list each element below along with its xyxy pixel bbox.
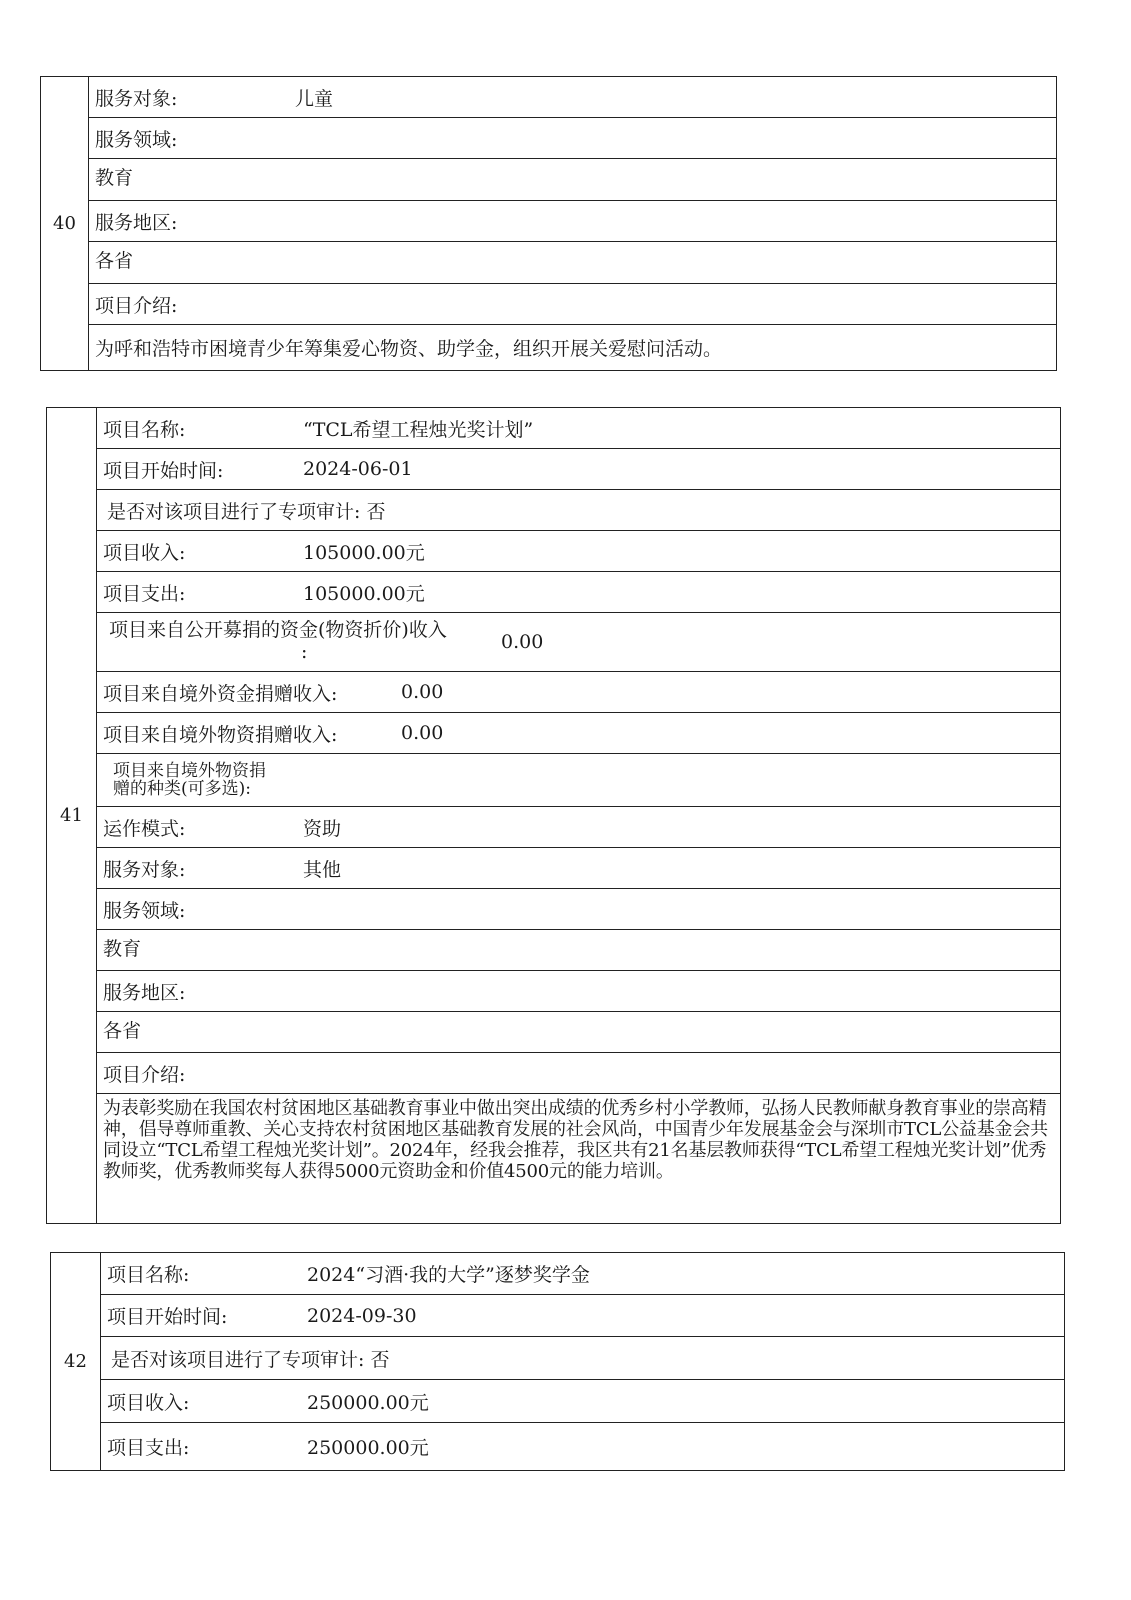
mode-value: 资助 — [303, 817, 342, 840]
project-rows — [101, 1253, 1064, 1470]
project-block-40 — [40, 76, 1057, 371]
project-rows — [89, 77, 1056, 370]
service-area-label-row — [89, 201, 1056, 242]
service-target-label: 服务对象: — [95, 87, 178, 110]
mode-row — [97, 807, 1060, 848]
project-number: 40 — [41, 77, 89, 370]
intro-text: 为呼和浩特市困境青少年筹集爱心物资、助学金，组织开展关爱慰问活动。 — [95, 337, 723, 360]
project-name-label: 项目名称: — [107, 1264, 190, 1286]
project-name-row — [101, 1253, 1064, 1295]
project-name-row — [97, 408, 1060, 449]
audit-row — [101, 1337, 1064, 1380]
service-target-value: 其他 — [303, 858, 342, 881]
income-row — [97, 531, 1060, 572]
service-area-label-row — [97, 971, 1060, 1012]
start-time-label: 项目开始时间: — [107, 1306, 228, 1328]
project-number: 41 — [47, 408, 97, 1223]
start-time-value: 2024-09-30 — [307, 1304, 417, 1327]
service-field-label: 服务领域: — [103, 899, 186, 922]
expense-value: 250000.00元 — [307, 1436, 429, 1459]
service-field-value-row — [89, 159, 1056, 201]
intro-text-row — [97, 1094, 1060, 1221]
project-name-label: 项目名称: — [103, 418, 186, 441]
overseas-goods-row — [97, 713, 1060, 754]
project-name-value: 2024“习酒·我的大学”逐梦奖学金 — [307, 1264, 590, 1286]
project-number: 42 — [51, 1253, 101, 1470]
start-time-label: 项目开始时间: — [103, 459, 224, 482]
intro-label: 项目介绍: — [95, 294, 178, 317]
service-area-value-row — [89, 242, 1056, 284]
service-field-label-row — [97, 889, 1060, 930]
overseas-goods-label: 项目来自境外物资捐赠收入: — [103, 723, 338, 746]
service-target-value: 儿童 — [295, 87, 334, 110]
expense-row — [101, 1423, 1064, 1469]
service-area-value: 各省 — [95, 250, 134, 272]
service-field-value: 教育 — [95, 167, 134, 189]
public-fund-row — [97, 613, 1060, 672]
project-rows — [97, 408, 1060, 1223]
income-row — [101, 1380, 1064, 1423]
expense-value: 105000.00元 — [303, 582, 425, 605]
service-area-value: 各省 — [103, 1020, 142, 1042]
expense-row — [97, 572, 1060, 613]
goods-type-label-line1: 项目来自境外物资捐 — [113, 761, 266, 781]
audit-text: 是否对该项目进行了专项审计: 否 — [107, 500, 386, 523]
project-name-value: “TCL希望工程烛光奖计划” — [303, 418, 534, 441]
goods-type-label-line2: 赠的种类(可多选): — [113, 779, 251, 799]
expense-label: 项目支出: — [107, 1436, 190, 1459]
public-fund-value: 0.00 — [501, 631, 544, 653]
income-label: 项目收入: — [103, 541, 186, 564]
public-fund-label-group — [109, 619, 501, 663]
overseas-goods-value: 0.00 — [401, 722, 444, 744]
start-time-row — [101, 1295, 1064, 1337]
project-block-42 — [50, 1252, 1065, 1471]
service-field-label-row — [89, 118, 1056, 159]
income-value: 105000.00元 — [303, 541, 425, 564]
public-fund-label: 项目来自公开募捐的资金(物资折价)收入 — [109, 619, 447, 641]
service-field-value-row — [97, 930, 1060, 971]
service-target-row — [97, 848, 1060, 889]
start-time-row — [97, 449, 1060, 490]
intro-label-row — [97, 1053, 1060, 1094]
service-area-value-row — [97, 1012, 1060, 1053]
audit-text: 是否对该项目进行了专项审计: 否 — [111, 1348, 390, 1371]
income-label: 项目收入: — [107, 1391, 190, 1414]
overseas-fund-label: 项目来自境外资金捐赠收入: — [103, 682, 338, 705]
mode-label: 运作模式: — [103, 817, 186, 840]
intro-label-row — [89, 284, 1056, 325]
overseas-fund-value: 0.00 — [401, 681, 444, 703]
public-fund-colon: : — [301, 641, 308, 663]
service-area-label: 服务地区: — [95, 211, 178, 234]
service-target-row — [89, 77, 1056, 118]
service-area-label: 服务地区: — [103, 981, 186, 1004]
service-target-label: 服务对象: — [103, 858, 186, 881]
project-block-41 — [46, 407, 1061, 1224]
start-time-value: 2024-06-01 — [303, 458, 413, 480]
audit-row — [97, 490, 1060, 531]
income-value: 250000.00元 — [307, 1391, 429, 1414]
intro-label: 项目介绍: — [103, 1063, 186, 1086]
intro-text: 为表彰奖励在我国农村贫困地区基础教育事业中做出突出成绩的优秀乡村小学教师，弘扬人民教师献身教育事业的崇高精神，倡导尊师重教、关心支持农村贫困地区基础教育发展的社会风尚，中国青少年发展基金会与深圳市TCL公益基金会共同设立“TCL希望工程烛光奖计划”。2024年，经我会推荐，我区共有21名基层教师获得“TCL希望工程烛光奖计划”优秀教师奖，优秀教师奖每人获得5000元资助金和价值4500元的能力培训。 — [103, 1098, 1048, 1182]
service-field-value: 教育 — [103, 938, 142, 960]
overseas-fund-row — [97, 672, 1060, 713]
goods-type-row — [97, 754, 1060, 807]
expense-label: 项目支出: — [103, 582, 186, 605]
service-field-label: 服务领域: — [95, 128, 178, 151]
intro-text-row — [89, 325, 1056, 369]
